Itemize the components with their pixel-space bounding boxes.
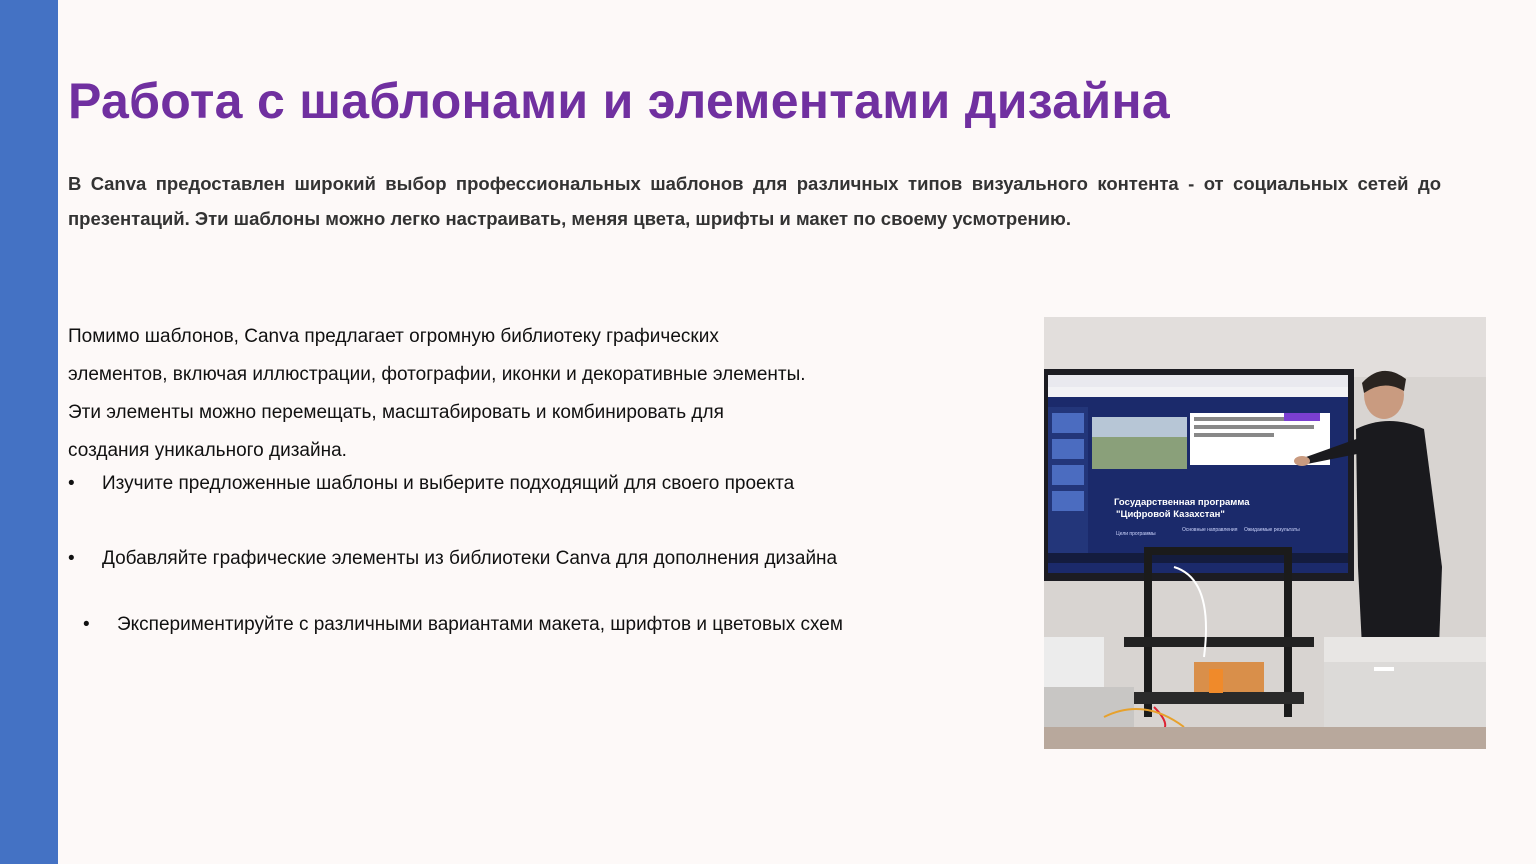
printer-frame: [1144, 547, 1152, 717]
bullet-item: [68, 465, 794, 503]
paragraph-line: элементов, включая иллюстрации, фотографии, иконки и декоративные элементы.: [68, 364, 806, 385]
bullet-text: Добавляйте графические элементы из библиотеки Canva для дополнения дизайна: [102, 548, 838, 569]
screen-column-label: Цели программы: [1116, 531, 1156, 537]
classroom-photo: [1044, 317, 1486, 749]
bullet-dot: •: [68, 548, 75, 569]
bullet-dot: •: [68, 473, 75, 494]
bullet-text: Изучите предложенные шаблоны и выберите подходящий для своего проекта: [102, 473, 795, 494]
accent-side-bar: [0, 0, 58, 864]
bullet-dot: •: [83, 614, 90, 635]
paragraph-line: Эти элементы можно перемещать, масштабировать и комбинировать для: [68, 402, 724, 423]
bullet-item: [83, 606, 843, 644]
screen-heading-line: "Цифровой Казахстан": [1116, 509, 1225, 520]
bullet-item: [68, 540, 837, 578]
slide-title: Работа с шаблонами и элементами дизайна: [68, 73, 1171, 129]
intro-paragraph: В Canva предоставлен широкий выбор профессиональных шаблонов для различных типов визуального контента - от социальных сетей до презентаций. Эти шаблоны можно легко настраивать, меняя цвета, шрифты и макет по своему усмотрению.: [68, 173, 1441, 229]
screen-heading-line: Государственная программа: [1114, 497, 1250, 508]
paragraph-line: создания уникального дизайна.: [68, 440, 347, 461]
bullet-text: Экспериментируйте с различными вариантами макета, шрифтов и цветовых схем: [117, 614, 843, 635]
screen-column-label: Основные направления: [1182, 527, 1238, 533]
paragraph-line: Помимо шаблонов, Canva предлагает огромную библиотеку графических: [68, 326, 719, 347]
body-paragraph: [68, 318, 968, 470]
screen-column-label: Ожидаемые результаты: [1244, 527, 1300, 533]
